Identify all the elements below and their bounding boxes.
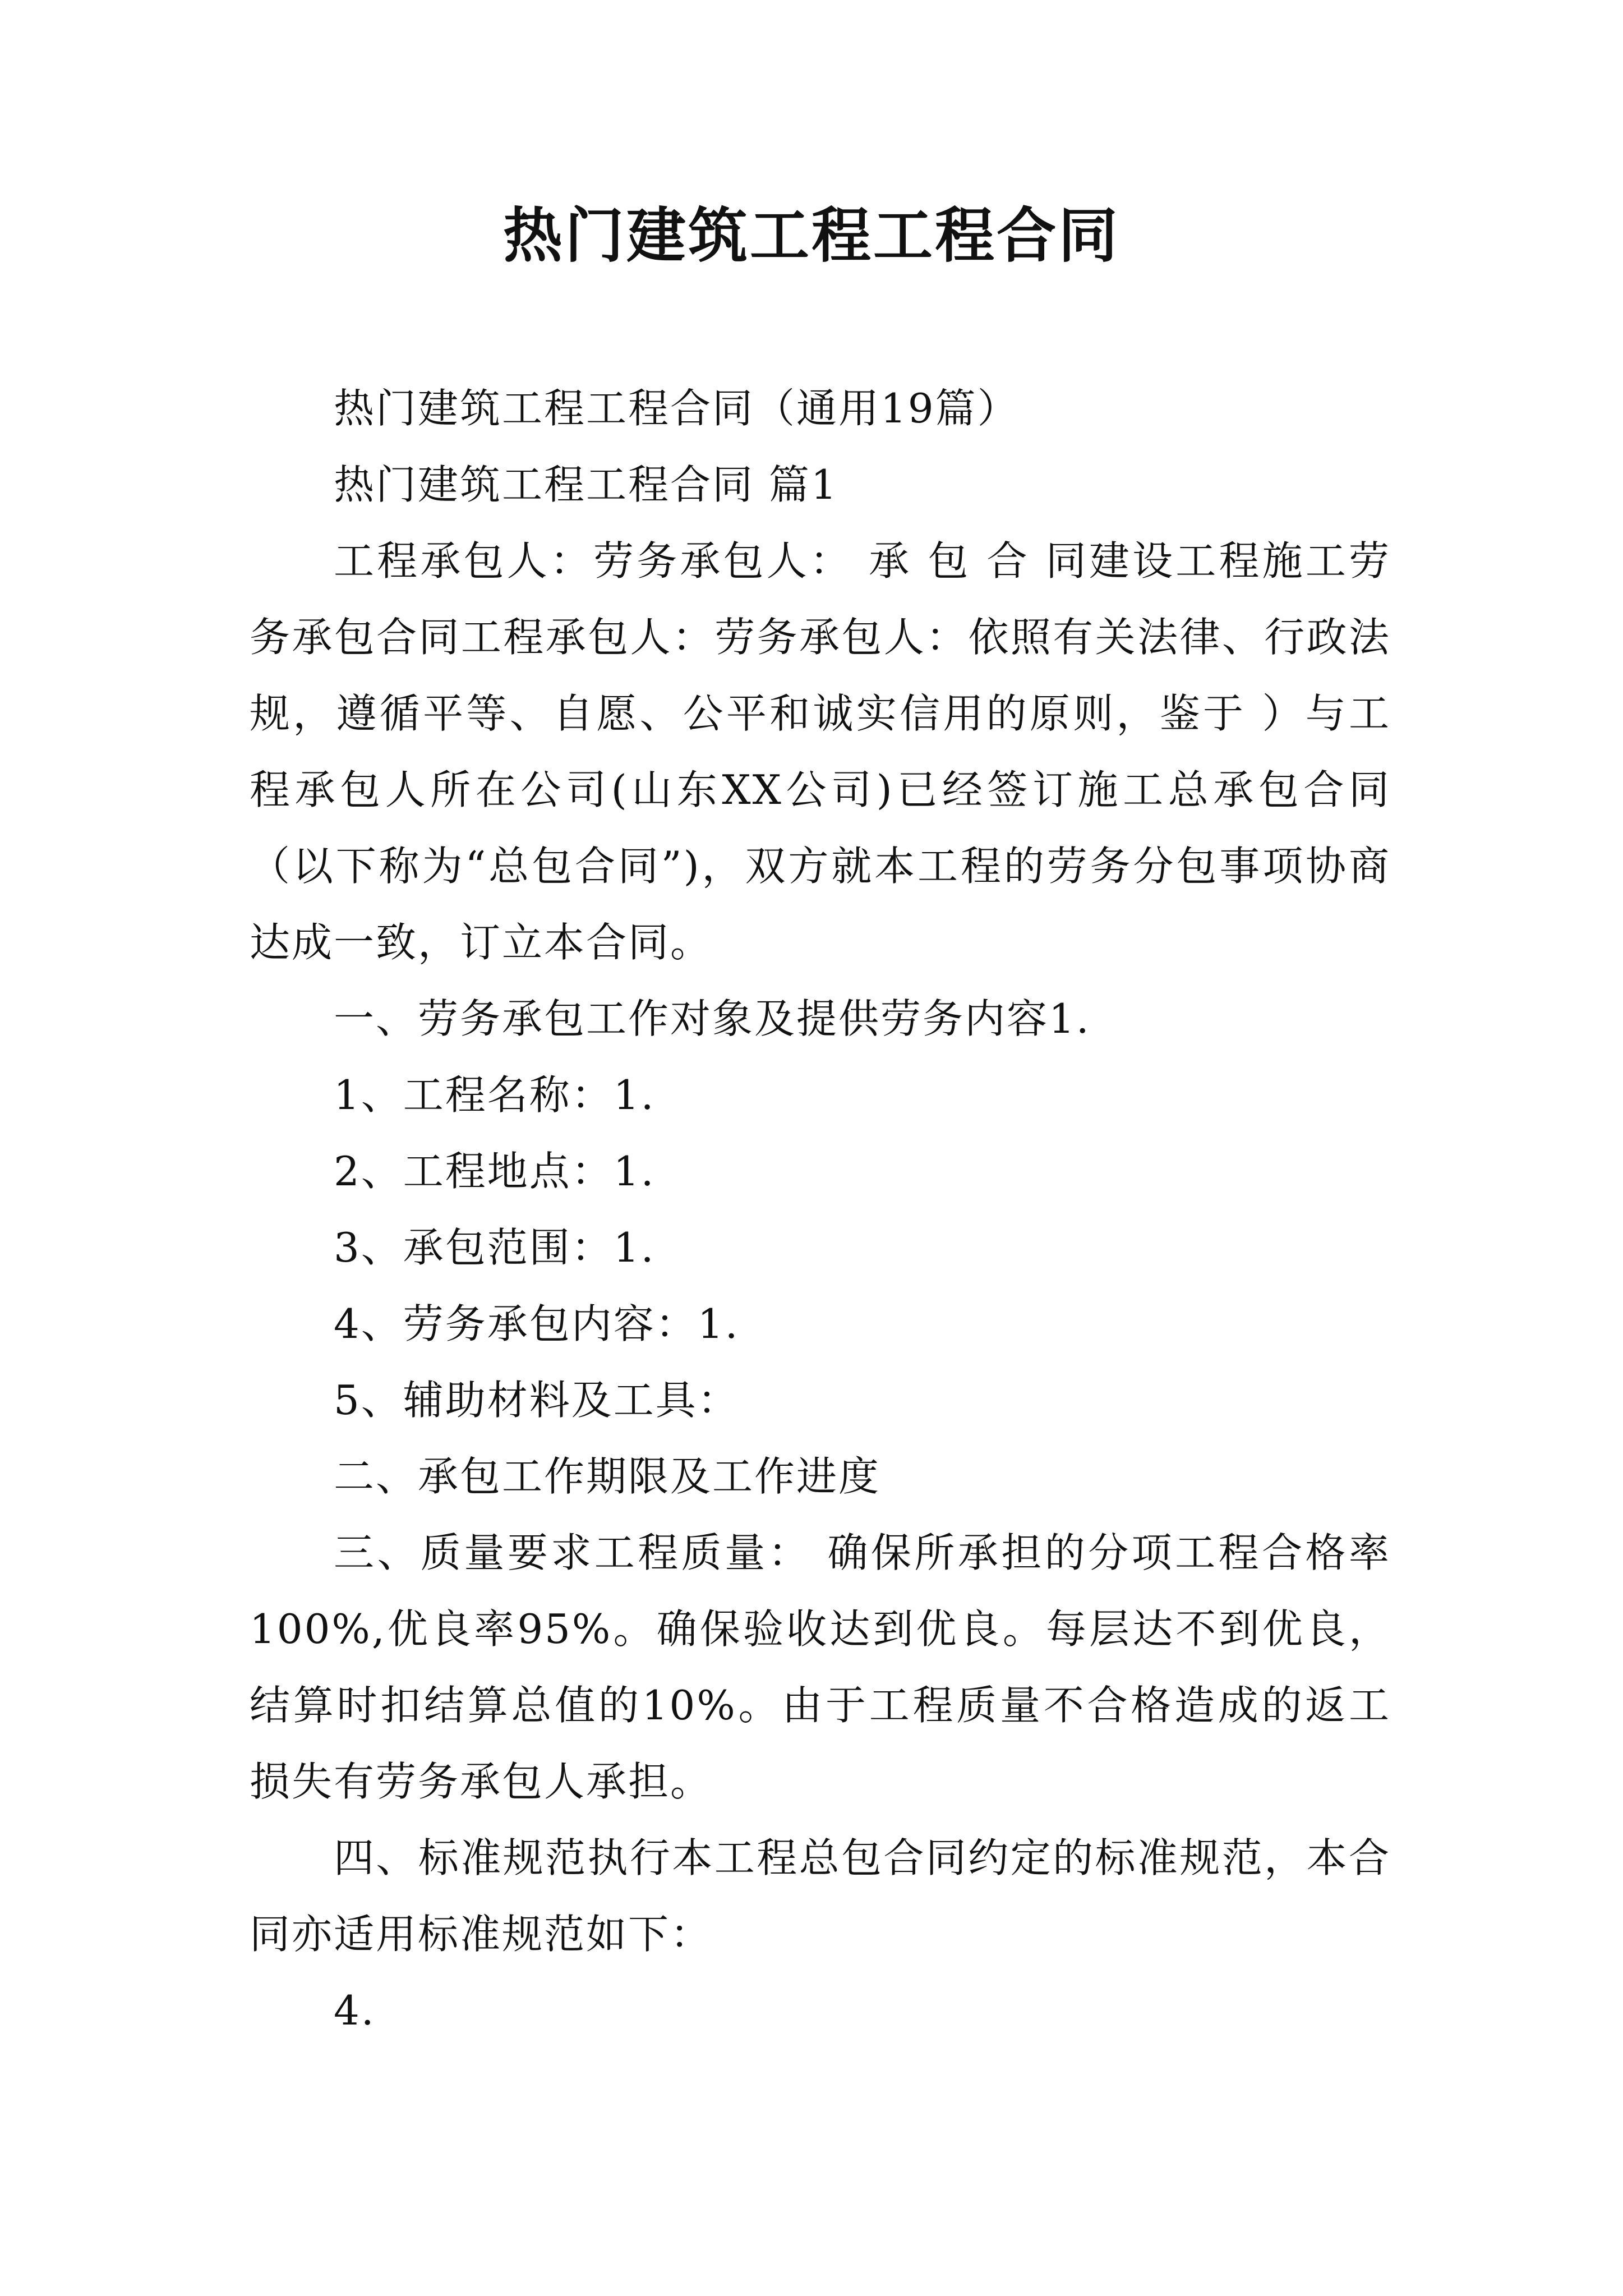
paragraph-item-2: 2、工程地点：1.: [334, 1148, 656, 1195]
paragraph-section-1: 一、劳务承包工作对象及提供劳务内容1.: [334, 995, 1091, 1042]
paragraph-preamble: 工程承包人：劳务承包人： 承 包 合 同建设工程施工劳务承包合同工程承包人：劳务承包人：依照有关法律、行政法规，遵循平等、自愿、公平和诚实信用的原则，鉴于 ）与工程承包人所在公司(山东XX公司)已经签订施工总承包合同（以下称为“总包合同”)，双方就本工程的劳务分包事项协商达成一致，订立本合同。: [250, 537, 1391, 966]
paragraph-item-1: 1、工程名称：1.: [334, 1071, 656, 1119]
paragraph-section-2: 二、承包工作期限及工作进度: [334, 1453, 881, 1500]
paragraph-section-4: 四、标准规范执行本工程总包合同约定的标准规范，本合同亦适用标准规范如下：: [250, 1834, 1391, 1958]
paragraph-subtitle: 热门建筑工程工程合同（通用19篇）: [334, 385, 1020, 432]
paragraph-chapter-heading: 热门建筑工程工程合同 篇1: [334, 461, 838, 508]
paragraph-section-3: 三、质量要求工程质量： 确保所承担的分项工程合格率100%,优良率95%。确保验收达到优良。每层达不到优良，结算时扣结算总值的10%。由于工程质量不合格造成的返工损失有劳务承包人承担。: [250, 1529, 1391, 1805]
paragraph-item-3: 3、承包范围：1.: [334, 1224, 656, 1271]
paragraph-item-4-0: 4.: [334, 1987, 376, 2034]
paragraph-item-4: 4、劳务承包内容：1.: [334, 1300, 740, 1347]
document-body: [250, 370, 1391, 2049]
document-title: 热门建筑工程工程合同: [503, 200, 1120, 270]
paragraph-item-5: 5、辅助材料及工具：: [334, 1377, 740, 1424]
